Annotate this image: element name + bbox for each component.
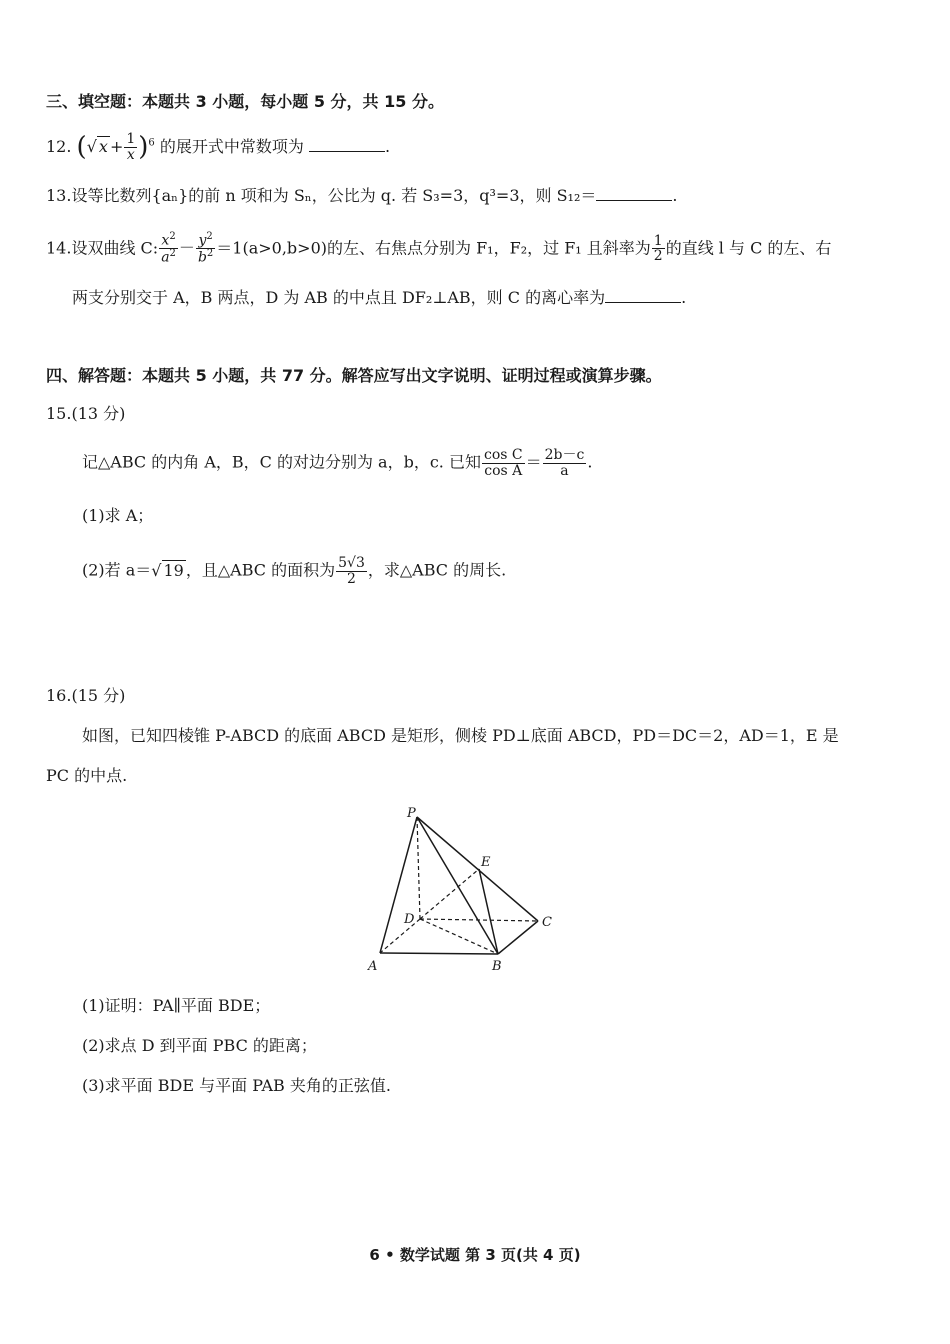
q16-line1: 如图，已知四棱锥 P-ABCD 的底面 ABCD 是矩形，侧棱 PD⊥底面 ABCD，PD＝DC＝2，AD＝1，E 是	[82, 726, 839, 745]
q16-part2: (2)求点 D 到平面 PBC 的距离；	[82, 1036, 317, 1055]
q16-header: 16.(15 分)	[46, 686, 126, 705]
q12-text: 的展开式中常数项为	[159, 137, 304, 157]
q15-sqrt: √ 19	[151, 560, 184, 580]
question-12	[46, 132, 390, 163]
q15-intro-text: 记△ABC 的内角 A，B，C 的对边分别为 a，b，c. 已知	[82, 452, 481, 472]
q15-part2	[82, 556, 506, 586]
q15-header: 15.(13 分)	[46, 404, 126, 423]
q13-text: 设等比数列{aₙ}的前 n 项和为 Sₙ，公比为 q. 若 S₃=3，q³=3，则 S₁₂＝	[71, 186, 597, 205]
q16-part3: (3)求平面 BDE 与平面 PAB 夹角的正弦值.	[82, 1076, 391, 1095]
q16-line2: PC 的中点.	[46, 766, 128, 785]
q15-p2-prefix: (2)若 a＝	[82, 560, 152, 580]
edge-PC	[417, 817, 538, 921]
q12-period: .	[385, 137, 391, 157]
edge-DB	[420, 919, 498, 954]
page-footer: 6 • 数学试题 第 3 页(共 4 页)	[369, 1246, 581, 1264]
q15-ratio-fraction	[543, 448, 587, 478]
q14-hyperbola-expr: $\frac{x^2}{a^2}$ － $\frac{y^2}{b^2}$	[161, 231, 214, 266]
edge-PA	[380, 817, 417, 953]
q15-frac1-denominator: cos A	[484, 462, 523, 479]
pyramid-figure	[362, 803, 562, 975]
q14-period: .	[681, 288, 687, 307]
edge-DE	[420, 869, 479, 919]
edge-AB	[380, 953, 498, 954]
q14-answer-blank	[605, 288, 681, 303]
q13-period: .	[672, 186, 678, 205]
q15-radicand: 19	[163, 560, 184, 580]
label-A: A	[368, 959, 378, 974]
q12-expression: (√ x + $\frac{1}{x}$ )$^6$	[76, 131, 155, 164]
q15-frac2-denominator: a	[560, 462, 569, 479]
q15-area-fraction	[336, 556, 367, 586]
edge-EB	[479, 869, 498, 954]
edge-PD	[417, 817, 420, 919]
q14-number: 14.	[46, 238, 72, 258]
question-14-line2	[72, 288, 686, 307]
q15-area-denominator: 2	[347, 570, 356, 587]
q15-equals: ＝	[525, 452, 542, 472]
edge-PB	[417, 817, 498, 954]
q13-answer-blank	[596, 186, 672, 201]
solve-section-title: 四、解答题：本题共 5 小题，共 77 分。解答应写出文字说明、证明过程或演算步骤。	[46, 366, 662, 385]
q15-frac1-numerator: cos C	[483, 447, 523, 463]
q14-part3: 的直线 l 与 C 的左、右	[665, 238, 832, 258]
q12-number: 12.	[46, 137, 72, 157]
label-P: P	[407, 806, 416, 821]
q15-intro-end: .	[587, 452, 593, 472]
q12-answer-blank	[309, 137, 385, 152]
label-E: E	[481, 855, 491, 870]
label-C: C	[542, 915, 552, 930]
q15-cos-fraction	[482, 448, 525, 478]
label-D: D	[404, 912, 415, 927]
q15-area-numerator: 5√3	[338, 555, 365, 571]
q15-p2-middle: ，且△ABC 的面积为	[185, 560, 336, 580]
q13-number: 13.	[46, 186, 72, 205]
q14-slope-fraction: $\frac{1}{2}$	[653, 232, 663, 265]
q14-part1: 设双曲线 C:	[71, 238, 159, 258]
label-B: B	[492, 959, 502, 974]
fill-section-title: 三、填空题：本题共 3 小题，每小题 5 分，共 15 分。	[46, 92, 444, 111]
q15-p2-suffix: ，求△ABC 的周长.	[367, 560, 507, 580]
q14-line2-text: 两支分别交于 A，B 两点，D 为 AB 的中点且 DF₂⊥AB，则 C 的离心率为	[72, 288, 606, 307]
edge-BC	[498, 921, 538, 954]
q15-intro	[82, 448, 592, 478]
q16-part1: (1)证明：PA∥平面 BDE；	[82, 996, 271, 1015]
q15-part1: (1)求 A；	[82, 506, 154, 525]
q14-part2: ＝1(a>0,b>0)的左、右焦点分别为 F₁，F₂，过 F₁ 且斜率为	[216, 238, 651, 258]
q15-frac2-numerator: 2b－c	[544, 447, 585, 463]
question-14-line1	[46, 232, 831, 266]
question-13	[46, 186, 677, 205]
